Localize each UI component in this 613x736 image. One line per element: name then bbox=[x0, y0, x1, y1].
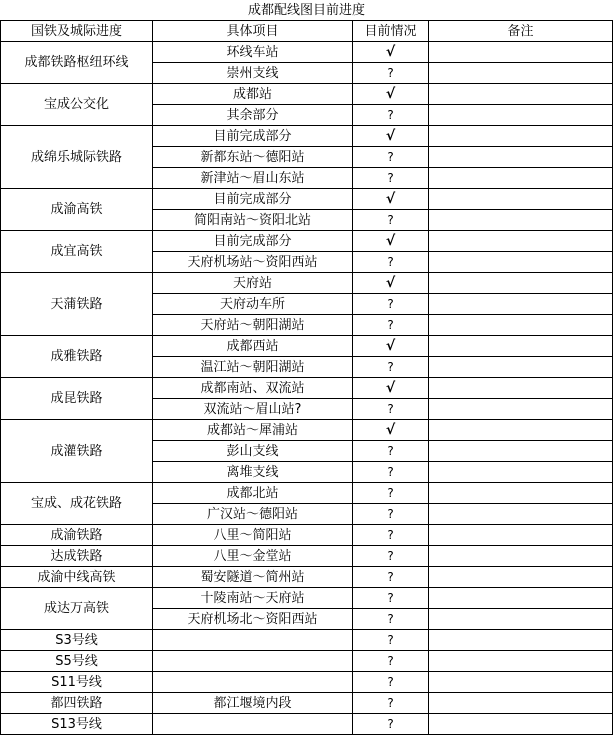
status-cell[interactable]: √ bbox=[353, 378, 429, 399]
table-row bbox=[1, 189, 613, 210]
notes-cell[interactable] bbox=[429, 462, 613, 483]
table-row bbox=[1, 567, 613, 588]
table-row bbox=[1, 546, 613, 567]
header-item: 具体项目 bbox=[153, 21, 353, 42]
project-item-cell[interactable]: 八里～金堂站 bbox=[153, 546, 353, 567]
line-name-cell[interactable]: 都四铁路 bbox=[1, 693, 153, 714]
project-item-cell[interactable]: 成都站 bbox=[153, 84, 353, 105]
status-cell[interactable]: ? bbox=[353, 504, 429, 525]
status-cell[interactable]: √ bbox=[353, 231, 429, 252]
project-item-cell[interactable] bbox=[153, 630, 353, 651]
notes-cell[interactable] bbox=[429, 231, 613, 252]
notes-cell[interactable] bbox=[429, 672, 613, 693]
table-row bbox=[1, 525, 613, 546]
line-name-cell[interactable]: 达成铁路 bbox=[1, 546, 153, 567]
project-item-cell[interactable]: 目前完成部分 bbox=[153, 126, 353, 147]
notes-cell[interactable] bbox=[429, 609, 613, 630]
project-item-cell[interactable]: 成都西站 bbox=[153, 336, 353, 357]
status-cell[interactable]: ? bbox=[353, 567, 429, 588]
status-cell[interactable]: √ bbox=[353, 189, 429, 210]
status-cell[interactable]: ? bbox=[353, 441, 429, 462]
notes-cell[interactable] bbox=[429, 714, 613, 735]
line-name-cell[interactable]: 成渝铁路 bbox=[1, 525, 153, 546]
status-cell[interactable]: ? bbox=[353, 609, 429, 630]
notes-cell[interactable] bbox=[429, 63, 613, 84]
status-cell[interactable]: ? bbox=[353, 693, 429, 714]
notes-cell[interactable] bbox=[429, 546, 613, 567]
table-row bbox=[1, 651, 613, 672]
status-cell[interactable]: ? bbox=[353, 294, 429, 315]
line-name-cell[interactable]: 宝成、成花铁路 bbox=[1, 483, 153, 525]
notes-cell[interactable] bbox=[429, 126, 613, 147]
line-name-cell[interactable]: 天蒲铁路 bbox=[1, 273, 153, 336]
table-row bbox=[1, 42, 613, 63]
notes-cell[interactable] bbox=[429, 336, 613, 357]
project-item-cell[interactable]: 天府动车所 bbox=[153, 294, 353, 315]
notes-cell[interactable] bbox=[429, 525, 613, 546]
table-row bbox=[1, 273, 613, 294]
notes-cell[interactable] bbox=[429, 252, 613, 273]
notes-cell[interactable] bbox=[429, 210, 613, 231]
line-name-cell[interactable]: S13号线 bbox=[1, 714, 153, 735]
project-item-cell[interactable]: 双流站～眉山站? bbox=[153, 399, 353, 420]
project-item-cell[interactable]: 目前完成部分 bbox=[153, 231, 353, 252]
project-item-cell[interactable]: 彭山支线 bbox=[153, 441, 353, 462]
notes-cell[interactable] bbox=[429, 651, 613, 672]
table-row bbox=[1, 588, 613, 609]
status-cell[interactable]: ? bbox=[353, 483, 429, 504]
status-cell[interactable]: ? bbox=[353, 546, 429, 567]
status-cell[interactable]: ? bbox=[353, 525, 429, 546]
notes-cell[interactable] bbox=[429, 84, 613, 105]
status-cell[interactable]: ? bbox=[353, 630, 429, 651]
header-notes: 备注 bbox=[429, 21, 613, 42]
notes-cell[interactable] bbox=[429, 483, 613, 504]
project-item-cell[interactable]: 天府机场北～资阳西站 bbox=[153, 609, 353, 630]
project-item-cell[interactable]: 成都站～犀浦站 bbox=[153, 420, 353, 441]
table-row bbox=[1, 483, 613, 504]
project-item-cell[interactable]: 广汉站～德阳站 bbox=[153, 504, 353, 525]
project-item-cell[interactable]: 目前完成部分 bbox=[153, 189, 353, 210]
project-item-cell[interactable] bbox=[153, 672, 353, 693]
line-name-cell[interactable]: 成渝高铁 bbox=[1, 189, 153, 231]
line-name-cell[interactable]: 宝成公交化 bbox=[1, 84, 153, 126]
status-cell[interactable]: √ bbox=[353, 336, 429, 357]
notes-cell[interactable] bbox=[429, 147, 613, 168]
table-row bbox=[1, 693, 613, 714]
notes-cell[interactable] bbox=[429, 420, 613, 441]
header-status: 目前情况 bbox=[353, 21, 429, 42]
line-name-cell[interactable]: 成昆铁路 bbox=[1, 378, 153, 420]
table-row bbox=[1, 672, 613, 693]
status-cell[interactable]: ? bbox=[353, 315, 429, 336]
notes-cell[interactable] bbox=[429, 441, 613, 462]
status-cell[interactable]: ? bbox=[353, 168, 429, 189]
status-cell[interactable]: √ bbox=[353, 84, 429, 105]
project-item-cell[interactable]: 新津站～眉山东站 bbox=[153, 168, 353, 189]
status-cell[interactable]: ? bbox=[353, 105, 429, 126]
status-cell[interactable]: ? bbox=[353, 462, 429, 483]
project-item-cell[interactable]: 其余部分 bbox=[153, 105, 353, 126]
notes-cell[interactable] bbox=[429, 378, 613, 399]
notes-cell[interactable] bbox=[429, 567, 613, 588]
status-cell[interactable]: ? bbox=[353, 672, 429, 693]
line-name-cell[interactable]: 成都铁路枢纽环线 bbox=[1, 42, 153, 84]
notes-cell[interactable] bbox=[429, 105, 613, 126]
status-cell[interactable]: ? bbox=[353, 357, 429, 378]
line-name-cell[interactable]: 成绵乐城际铁路 bbox=[1, 126, 153, 189]
project-item-cell[interactable] bbox=[153, 714, 353, 735]
table-row bbox=[1, 378, 613, 399]
project-item-cell[interactable]: 崇州支线 bbox=[153, 63, 353, 84]
header-line: 国铁及城际进度 bbox=[1, 21, 153, 42]
notes-cell[interactable] bbox=[429, 42, 613, 63]
title-row bbox=[1, 0, 613, 21]
table-title: 成都配线图目前进度 bbox=[1, 0, 613, 21]
project-item-cell[interactable]: 温江站～朝阳湖站 bbox=[153, 357, 353, 378]
project-item-cell[interactable]: 成都北站 bbox=[153, 483, 353, 504]
project-item-cell[interactable]: 天府机场站～资阳西站 bbox=[153, 252, 353, 273]
project-item-cell[interactable]: 十陵南站～天府站 bbox=[153, 588, 353, 609]
project-item-cell[interactable] bbox=[153, 651, 353, 672]
table-row bbox=[1, 420, 613, 441]
status-cell[interactable]: ? bbox=[353, 147, 429, 168]
status-cell[interactable]: √ bbox=[353, 420, 429, 441]
notes-cell[interactable] bbox=[429, 315, 613, 336]
line-name-cell[interactable]: 成雅铁路 bbox=[1, 336, 153, 378]
line-name-cell[interactable]: 成达万高铁 bbox=[1, 588, 153, 630]
status-cell[interactable]: √ bbox=[353, 42, 429, 63]
project-item-cell[interactable]: 天府站 bbox=[153, 273, 353, 294]
notes-cell[interactable] bbox=[429, 504, 613, 525]
notes-cell[interactable] bbox=[429, 189, 613, 210]
table-row bbox=[1, 714, 613, 735]
status-cell[interactable]: √ bbox=[353, 273, 429, 294]
table-row bbox=[1, 231, 613, 252]
notes-cell[interactable] bbox=[429, 294, 613, 315]
status-cell[interactable]: ? bbox=[353, 399, 429, 420]
notes-cell[interactable] bbox=[429, 693, 613, 714]
status-cell[interactable]: ? bbox=[353, 588, 429, 609]
notes-cell[interactable] bbox=[429, 168, 613, 189]
project-item-cell[interactable]: 简阳南站～资阳北站 bbox=[153, 210, 353, 231]
status-cell[interactable]: ? bbox=[353, 714, 429, 735]
project-item-cell[interactable]: 新都东站～德阳站 bbox=[153, 147, 353, 168]
status-cell[interactable]: ? bbox=[353, 210, 429, 231]
line-name-cell[interactable]: S11号线 bbox=[1, 672, 153, 693]
line-name-cell[interactable]: 成宜高铁 bbox=[1, 231, 153, 273]
line-name-cell[interactable]: 成渝中线高铁 bbox=[1, 567, 153, 588]
project-item-cell[interactable]: 都江堰境内段 bbox=[153, 693, 353, 714]
notes-cell[interactable] bbox=[429, 357, 613, 378]
status-cell[interactable]: √ bbox=[353, 126, 429, 147]
notes-cell[interactable] bbox=[429, 630, 613, 651]
status-cell[interactable]: ? bbox=[353, 252, 429, 273]
notes-cell[interactable] bbox=[429, 588, 613, 609]
status-cell[interactable]: ? bbox=[353, 63, 429, 84]
table-row bbox=[1, 630, 613, 651]
project-item-cell[interactable]: 蜀安隧道～简州站 bbox=[153, 567, 353, 588]
line-name-cell[interactable]: S3号线 bbox=[1, 630, 153, 651]
notes-cell[interactable] bbox=[429, 399, 613, 420]
project-item-cell[interactable]: 成都南站、双流站 bbox=[153, 378, 353, 399]
line-name-cell[interactable]: 成灌铁路 bbox=[1, 420, 153, 483]
project-item-cell[interactable]: 环线车站 bbox=[153, 42, 353, 63]
project-item-cell[interactable]: 离堆支线 bbox=[153, 462, 353, 483]
table-row bbox=[1, 126, 613, 147]
notes-cell[interactable] bbox=[429, 273, 613, 294]
table-row bbox=[1, 336, 613, 357]
project-item-cell[interactable]: 天府站～朝阳湖站 bbox=[153, 315, 353, 336]
project-item-cell[interactable]: 八里～简阳站 bbox=[153, 525, 353, 546]
header-row bbox=[1, 21, 613, 42]
table-row bbox=[1, 84, 613, 105]
status-cell[interactable]: ? bbox=[353, 651, 429, 672]
line-name-cell[interactable]: S5号线 bbox=[1, 651, 153, 672]
